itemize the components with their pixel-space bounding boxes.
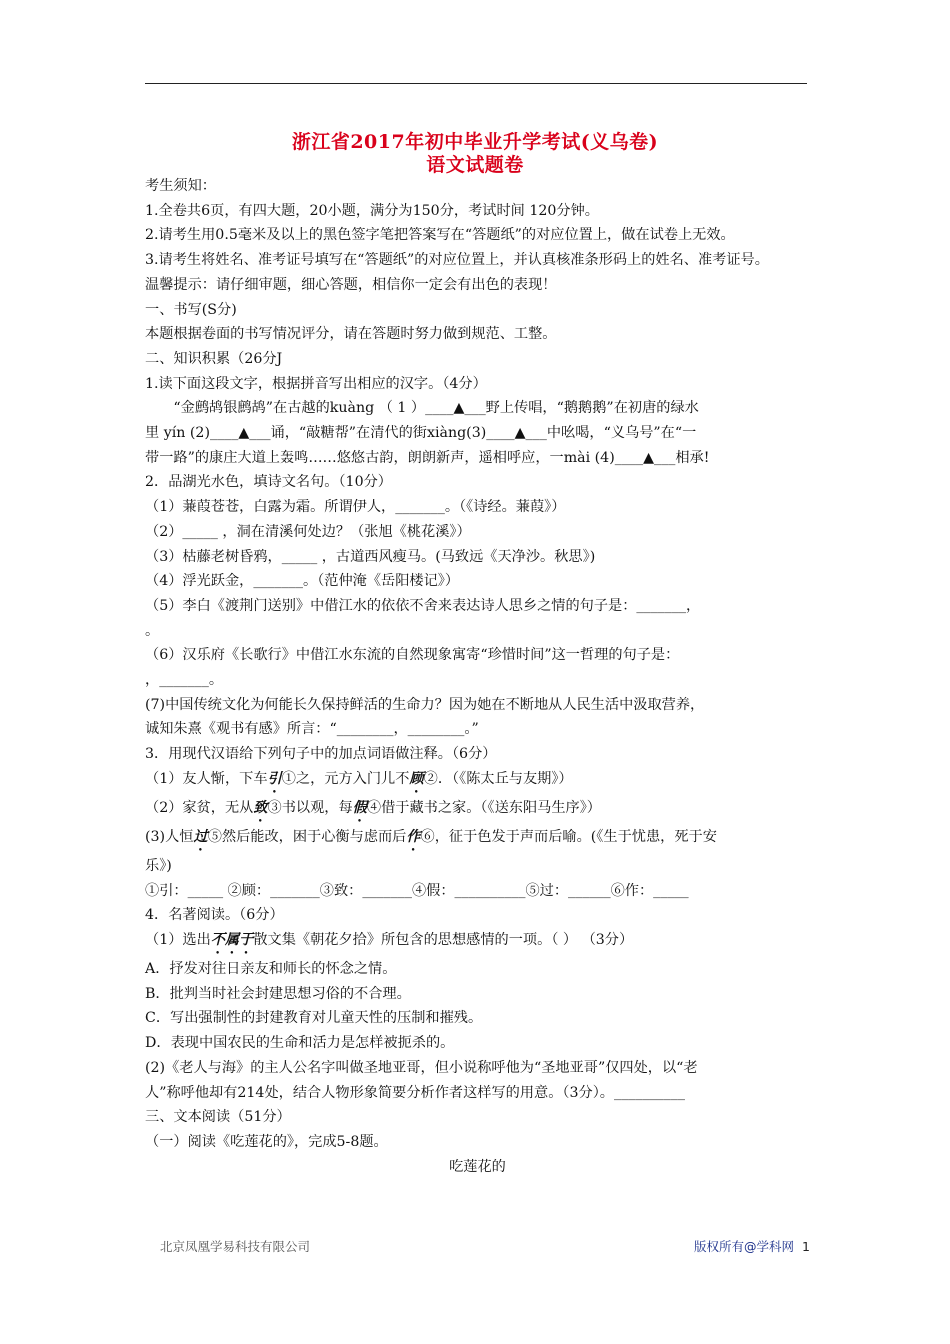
q1-line-3: 带一路”的康庄大道上轰鸣……悠悠古韵，朗朗新声，遥相呼应，一mài (4)____▲___相承! [145,449,710,466]
q3-dotted-word-4: 假 [352,799,367,816]
q4-sub-1 [145,928,810,957]
exam-subtitle: 语文试题卷 [426,154,524,176]
q2-item-7-cont: 诚知朱熹《观书有感》所言：“________，________。” [145,721,479,738]
q4-option-c: C．写出强制性的封建教育对儿童天性的压制和摧残。 [145,1010,483,1027]
q3-dotted-word-5: 过 [193,828,208,845]
notice-heading: 考生须知： [145,178,216,194]
q3-item-2 [145,796,810,825]
q3-dotted-word-1: 引 [267,770,282,787]
q4-option-d: D．表现中国农民的生命和活力是怎样被扼杀的。 [145,1035,455,1052]
q4-sub-2: (2)《老人与海》的主人公名字叫做圣地亚哥，但小说称呼他为“圣地亚哥”仅四处，以“老 [145,1059,698,1076]
q3-item-3 [145,825,810,854]
q4-dotted-word: 不属于 [210,931,254,948]
q2-item-2: （2）_____ ，洞在清溪何处边？（张旭《桃花溪》） [145,523,471,540]
q4-option-a: A．抒发对往日亲友和师长的怀念之情。 [145,960,397,977]
q3-item-1-mid: ①之，元方入门儿不 [281,770,410,787]
notice-item-1: 1.全卷共6页，有四大题，20小题，满分为150分，考试时间 120分钟。 [145,202,599,219]
q2-item-3: （3）枯藤老树昏鸦，_____ ，古道西风瘦马。(马致远《天净沙。秋思》) [145,548,596,565]
q3-dotted-word-3: 致 [253,799,268,816]
notice-item-3: 3.请考生将姓名、准考证号填写在“答题纸”的对应位置上，并认真核准条形码上的姓名、准考证号。 [145,252,769,269]
q4-sub-1-post: 散文集《朝花夕拾》所包含的思想感情的一项。（ ） （3分） [253,931,634,948]
q3-dotted-word-2: 顾 [409,770,424,787]
q1-line-2: 里 yín (2)____▲___诵，“敲糖帮”在清代的街xiàng(3)____▲___中吆喝，“义乌号”在“一 [145,425,697,442]
section1-text: 本题根据卷面的书写情况评分，请在答题时努力做到规范、工整。 [145,326,557,343]
q4-option-b: B．批判当时社会封建思想习俗的不合理。 [145,985,411,1002]
q3-item-2-mid: ③书以观，每 [267,799,353,816]
q3-item-3-post: ⑥，征于色发于声而后喻。(《生于忧患，死于安 [420,828,717,845]
q4-stem: 4．名著阅读。（6分） [145,907,284,924]
footer-copyright: 版权所有@学科网 [694,1239,795,1254]
footer-right [694,1237,810,1255]
top-rule [145,83,807,84]
notice-tip: 温馨提示：请仔细审题，细心答题，相信你一定会有出色的表现！ [145,276,557,293]
q3-item-3-cont: 乐》) [145,857,172,874]
q3-item-1-pre: （1）友人惭，下车 [145,770,268,787]
q3-item-1-post: ②．（《陈太丘与友期》） [423,770,573,787]
section1-heading: 一、书写(S分) [145,301,237,318]
q1-stem: 1.读下面这段文字，根据拼音写出相应的汉字。（4分） [145,375,487,392]
q2-item-6: （6）汉乐府《长歌行》中借江水东流的自然现象寓寄“珍惜时间”这一哲理的句子是： [145,647,680,664]
section3-subheading: （一）阅读《吃莲花的》，完成5-8题。 [145,1133,388,1150]
q3-item-1 [145,767,810,796]
exam-content [145,174,810,1179]
section3-heading: 三、文本阅读（51分） [145,1109,291,1126]
section2-heading: 二、知识积累（26分J [145,350,283,367]
q3-item-2-pre: （2）家贫，无从 [145,799,254,816]
exam-title: 浙江省2017年初中毕业升学考试(义乌卷) [291,131,659,153]
q3-item-3-pre: (3)人恒 [145,828,194,845]
page-number: 1 [802,1239,810,1254]
q2-item-7: (7)中国传统文化为何能长久保持鲜活的生命力？因为她在不断地从人民生活中汲取营养， [145,696,705,713]
q2-item-4: （4）浮光跃金，_______。（范仲淹《岳阳楼记》） [145,573,460,590]
q3-item-3-mid: ⑤然后能改，困于心衡与虑而后 [207,828,407,845]
notice-item-2: 2.请考生用0.5毫米及以上的黑色签字笔把答案写在“答题纸”的对应位置上，做在试卷上无效。 [145,227,735,244]
q3-stem: 3．用现代汉语给下列句子中的加点词语做注释。（6分） [145,746,497,763]
q2-item-5: （5）李白《渡荆门送别》中借江水的依依不舍来表达诗人思乡之情的句子是：_______， [145,597,701,614]
q2-item-6-cont: ，_______。 [145,672,224,689]
q4-sub-1-pre: （1）选出 [145,931,211,948]
q2-stem: 2．品湖光水色，填诗文名句。（10分） [145,474,392,491]
footer-company: 北京凤凰学易科技有限公司 [160,1239,311,1254]
q1-line-1: “金鹧鸪银鹧鸪”在古越的kuàng （ 1 ）____▲___野上传唱，“鹅鹅鹅”在初唐的绿水 [173,400,699,417]
q3-item-2-post: ④借于藏书之家。（《送东阳马生序》） [366,799,601,816]
q3-dotted-word-6: 作 [406,828,421,845]
essay-title: 吃莲花的 [449,1158,506,1175]
q2-item-5-cont: 。 [145,622,160,639]
q2-item-1: （1）蒹葭苍苍，白露为霜。所谓伊人，_______。（《诗经。蒹葭》） [145,499,566,516]
q3-answers: ①引：_____ ②顾：_______③致：_______④假：__________⑤过：______⑥作：_____ [145,882,689,899]
q4-sub-2-cont: 人”称呼他却有214处，结合人物形象简要分析作者这样写的用意。（3分）。__________ [145,1084,685,1101]
